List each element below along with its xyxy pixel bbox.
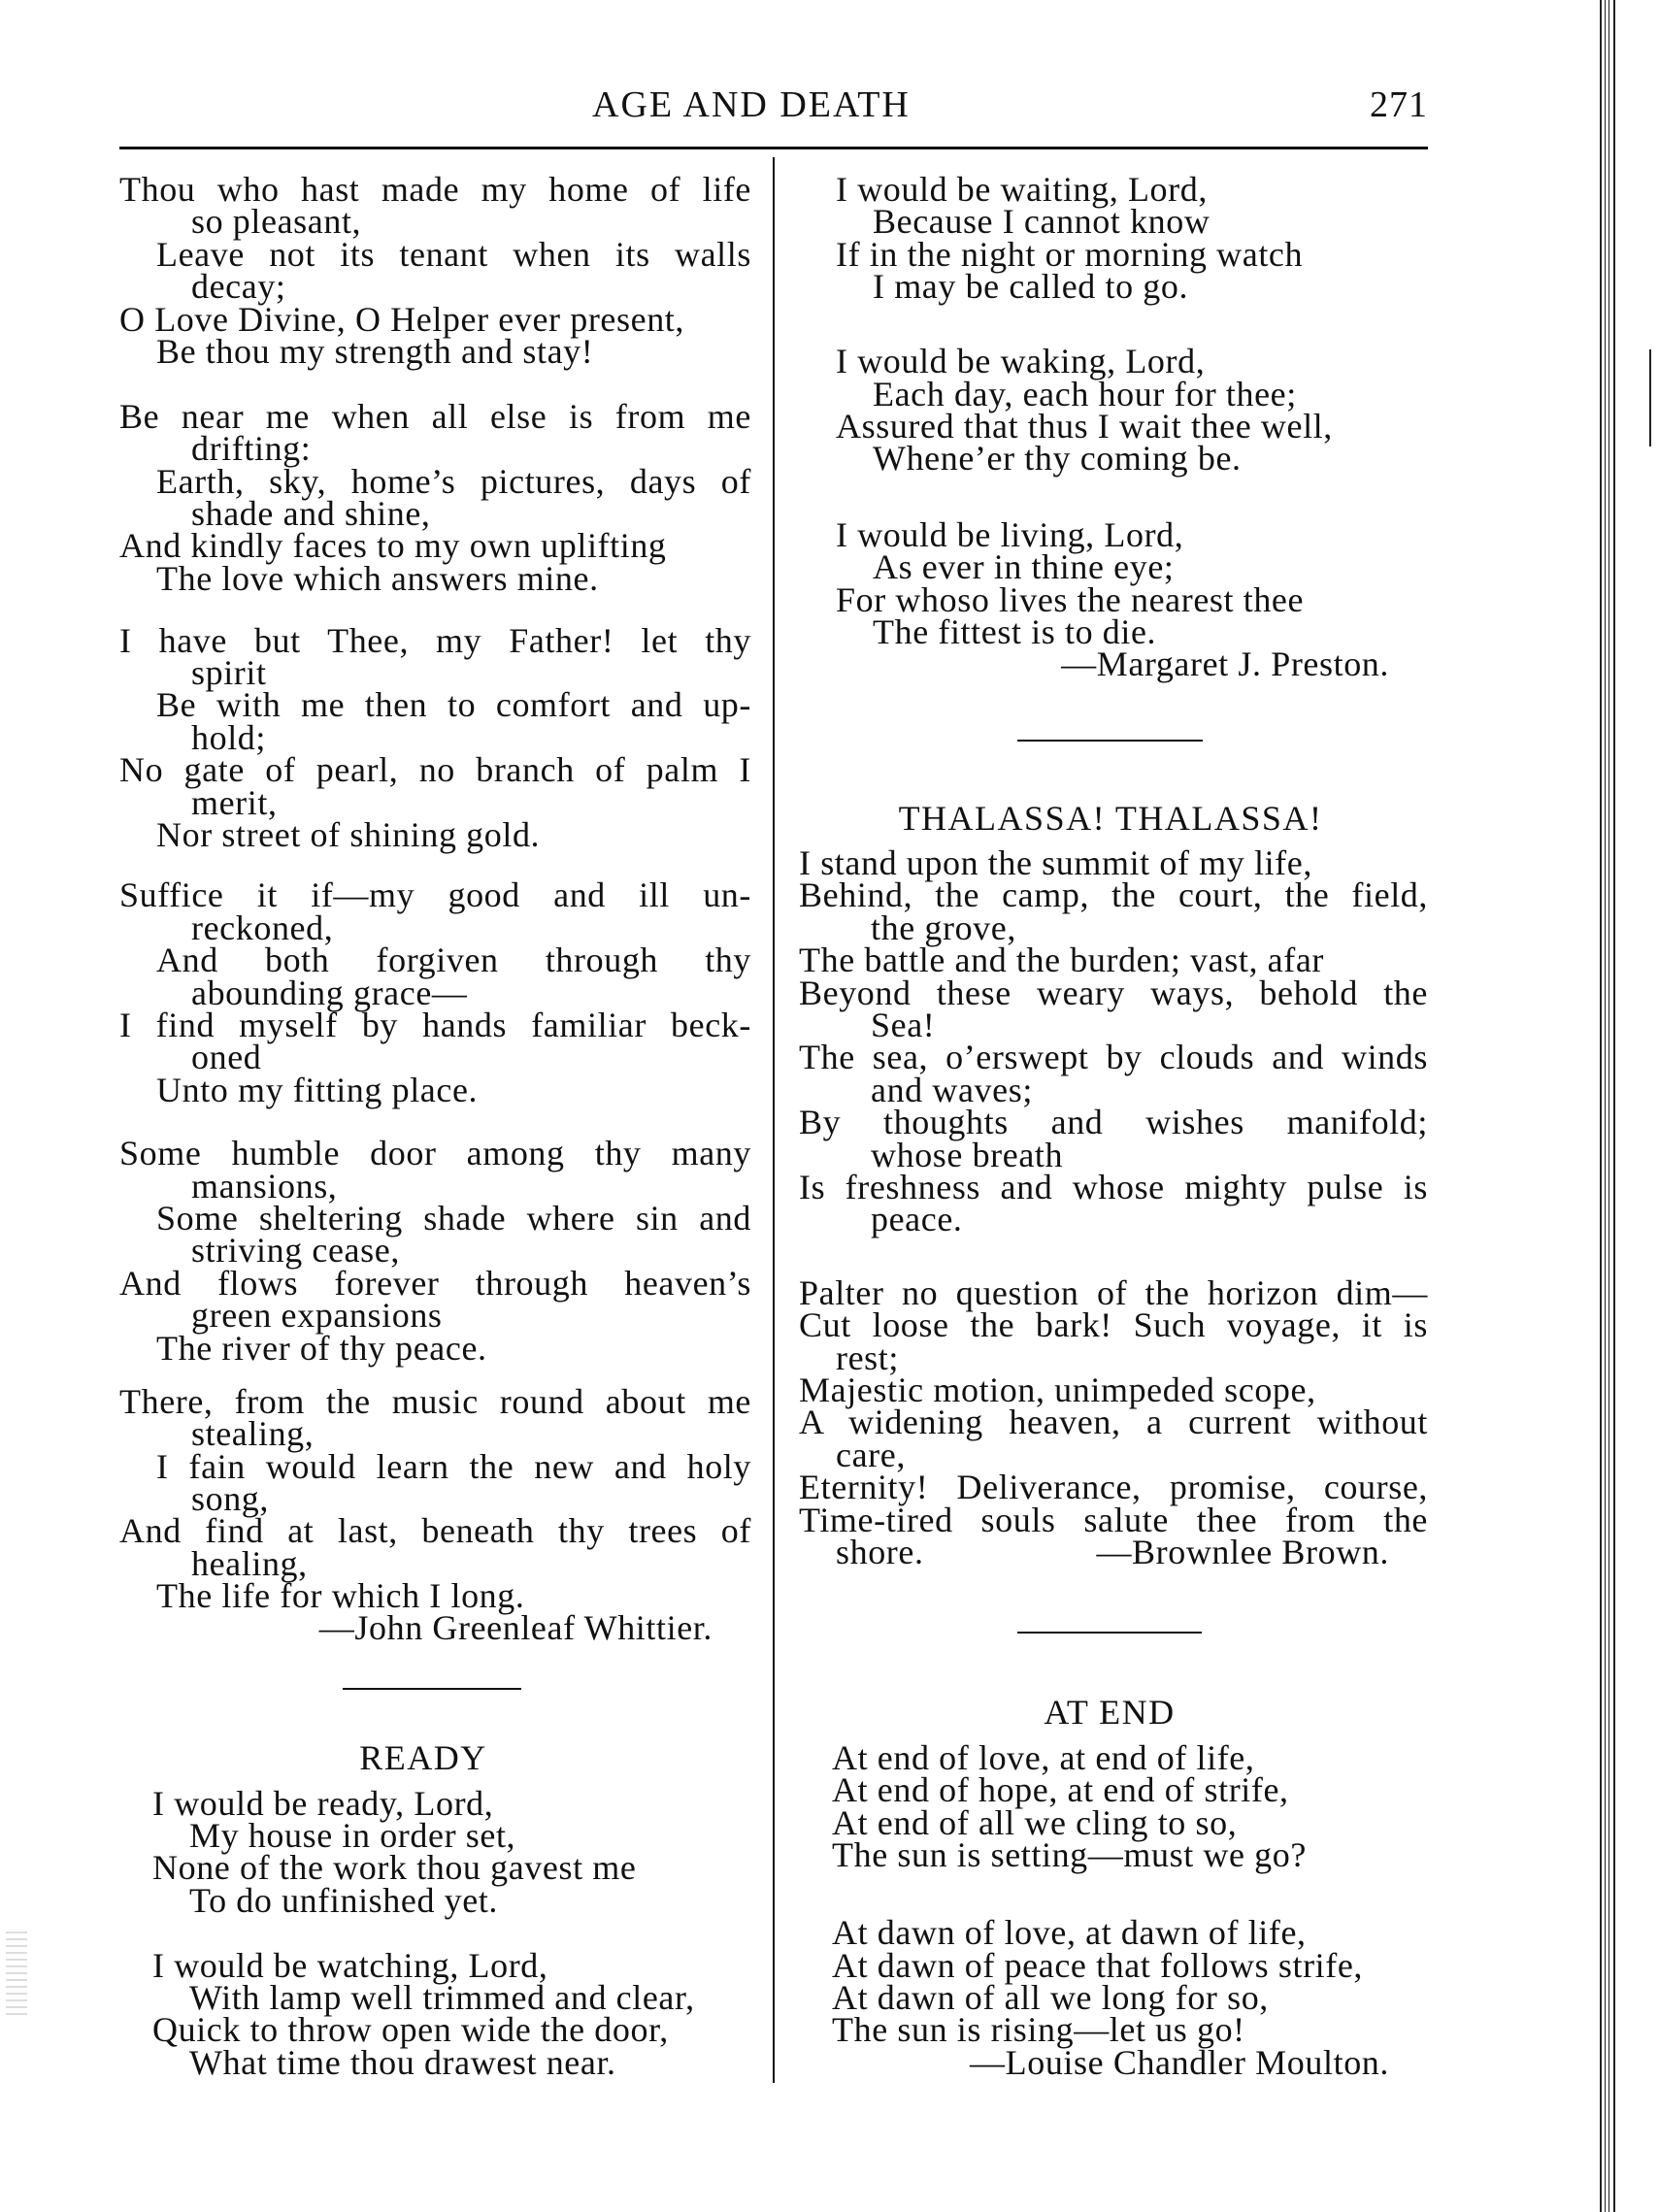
section-rule <box>1017 740 1203 742</box>
verse-text: decay; <box>191 267 286 307</box>
verse-line <box>836 342 1428 381</box>
verse-line <box>119 1263 751 1303</box>
binding-edge <box>1605 0 1606 2212</box>
verse-text: I would be waking, Lord, <box>836 342 1206 381</box>
verse-line <box>119 299 751 339</box>
verse-text: No gate of pearl, no branch of palm I <box>119 750 751 790</box>
verse-text: I may be called to go. <box>873 267 1189 307</box>
verse-text: song, <box>191 1478 270 1518</box>
verse-text: reckoned, <box>191 908 334 947</box>
verse-line <box>191 1543 751 1583</box>
verse-line <box>119 1006 751 1045</box>
verse-line <box>836 234 1428 274</box>
verse-line <box>191 1231 751 1271</box>
verse-line <box>119 1134 751 1173</box>
verse-text: Earth, sky, home’s pictures, days of <box>156 461 751 501</box>
verse-line <box>871 1135 1428 1174</box>
verse-text: I have but Thee, my Father! let thy <box>119 620 751 660</box>
verse-text: Palter no question of the horizon dim— <box>799 1272 1428 1312</box>
running-head: AGE AND DEATH <box>592 84 911 125</box>
binding-edge <box>1600 0 1602 2212</box>
verse-line <box>119 396 751 436</box>
verse-text: As ever in thine eye; <box>873 547 1175 587</box>
verse-line <box>799 1167 1428 1206</box>
verse-line <box>119 875 751 915</box>
attribution: —John Greenleaf Whittier. <box>318 1608 713 1648</box>
verse-line <box>189 1880 751 1920</box>
verse-text: Quick to throw open wide the door, <box>152 2010 669 2050</box>
verse-text: The love which answers mine. <box>156 558 599 598</box>
verse-line <box>832 1977 1428 2017</box>
verse-line <box>119 1511 751 1551</box>
stanza <box>836 514 1428 684</box>
verse-line <box>832 1738 1428 1778</box>
binding-edge <box>1608 0 1609 2212</box>
stanza <box>119 1381 751 1648</box>
verse-text: Sea! <box>871 1006 936 1045</box>
verse-line <box>191 973 751 1012</box>
verse-line <box>191 493 751 533</box>
section-rule <box>1017 1632 1202 1634</box>
verse-line <box>119 526 751 566</box>
verse-text: At dawn of love, at dawn of life, <box>832 1913 1307 1953</box>
verse-line <box>832 2010 1428 2050</box>
verse-text: And flows forever through heaven’s <box>119 1263 751 1303</box>
verse-line <box>873 202 1428 242</box>
verse-line <box>191 1296 751 1336</box>
verse-text: At end of love, at end of life, <box>832 1738 1255 1778</box>
verse-line <box>871 1200 1428 1239</box>
verse-line <box>836 1533 1428 1572</box>
verse-line <box>799 875 1428 915</box>
verse-text: Is freshness and whose mighty pulse is <box>799 1167 1428 1206</box>
verse-text: For whoso lives the nearest thee <box>836 579 1305 619</box>
verse-text: By thoughts and wishes manifold; <box>799 1103 1428 1142</box>
verse-line <box>191 1038 751 1077</box>
verse-line <box>832 1770 1428 1810</box>
verse-line <box>156 941 751 980</box>
verse-text: Some humble door among thy many <box>119 1134 751 1173</box>
verse-text: Assured that thus I wait thee well, <box>836 406 1333 446</box>
verse-text: and waves; <box>871 1070 1033 1109</box>
verse-line <box>152 2010 751 2050</box>
verse-line <box>119 1381 751 1421</box>
verse-line <box>836 1435 1428 1474</box>
verse-line <box>873 267 1428 307</box>
verse-line <box>189 2042 751 2082</box>
attribution: —Louise Chandler Moulton. <box>970 2042 1389 2082</box>
verse-text: At dawn of peace that follows strife, <box>832 1945 1364 1985</box>
verse-text: The battle and the burden; vast, afar <box>799 941 1324 980</box>
verse-line <box>152 1848 751 1888</box>
verse-text: spirit <box>191 653 267 693</box>
verse-line <box>191 782 751 822</box>
verse-line <box>836 170 1428 210</box>
verse-text: And kindly faces to my own uplifting <box>119 526 667 566</box>
verse-line <box>832 1802 1428 1842</box>
section-rule <box>343 1688 521 1690</box>
verse-text: stealing, <box>191 1414 315 1454</box>
verse-line <box>871 908 1428 947</box>
verse-line <box>799 1305 1428 1345</box>
verse-text: I find myself by hands familiar beck- <box>119 1006 751 1045</box>
binding-edge <box>1613 0 1615 2212</box>
verse-text: Eternity! Deliverance, promise, course, <box>799 1468 1428 1507</box>
verse-line <box>156 1328 751 1368</box>
stanza <box>119 875 751 1109</box>
verse-line <box>191 267 751 307</box>
attribution: —Margaret J. Preston. <box>1061 644 1389 684</box>
verse-text: oned <box>191 1038 262 1077</box>
verse-text: Be near me when all else is from me <box>119 396 751 436</box>
verse-text: To do unfinished yet. <box>189 1880 499 1920</box>
verse-line <box>799 843 1428 883</box>
stanza <box>119 1134 751 1368</box>
verse-text: Leave not its tenant when its walls <box>156 234 751 274</box>
verse-text: Be thou my strength and stay! <box>156 331 594 371</box>
verse-line <box>119 750 751 790</box>
verse-line <box>189 1977 751 2017</box>
verse-text: healing, <box>191 1543 308 1583</box>
verse-line <box>799 1103 1428 1142</box>
verse-text: abounding grace— <box>191 973 468 1012</box>
column-divider <box>773 157 775 2083</box>
verse-line <box>832 1913 1428 1953</box>
verse-text: I would be ready, Lord, <box>152 1783 494 1823</box>
verse-text: hold; <box>191 717 267 757</box>
verse-text: Thou who hast made my home of life <box>119 170 751 210</box>
verse-line <box>799 1038 1428 1077</box>
verse-text: The river of thy peace. <box>156 1328 487 1368</box>
attribution-row <box>836 644 1428 684</box>
verse-line <box>836 514 1428 554</box>
binding-edge <box>1649 349 1651 446</box>
stanza <box>799 843 1428 1239</box>
verse-line <box>873 611 1428 651</box>
verse-text: whose breath <box>871 1135 1064 1174</box>
verse-line <box>873 439 1428 479</box>
verse-line <box>799 1500 1428 1539</box>
attribution-row <box>119 1608 751 1648</box>
verse-line <box>156 1198 751 1238</box>
verse-text: And both forgiven through thy <box>156 941 751 980</box>
verse-text: I stand upon the summit of my life, <box>799 843 1312 883</box>
verse-text: Behind, the camp, the court, the field, <box>799 875 1428 915</box>
verse-text: My house in order set, <box>189 1815 516 1855</box>
verse-text: None of the work thou gavest me <box>152 1848 637 1888</box>
verse-text: And find at last, beneath thy trees of <box>119 1511 751 1551</box>
verse-text: The sun is rising—let us go! <box>832 2010 1245 2050</box>
verse-text: At end of all we cling to so, <box>832 1802 1238 1842</box>
verse-line <box>191 1166 751 1205</box>
verse-text: At end of hope, at end of strife, <box>832 1770 1289 1810</box>
verse-text: A widening heaven, a current without <box>799 1403 1428 1442</box>
verse-text: rest; <box>836 1337 899 1377</box>
verse-line <box>156 685 751 725</box>
verse-text: With lamp well trimmed and clear, <box>189 1977 695 2017</box>
stanza <box>836 170 1428 307</box>
verse-line <box>156 461 751 501</box>
verse-line <box>799 973 1428 1012</box>
verse-line <box>832 1945 1428 1985</box>
verse-text: The fittest is to die. <box>873 611 1157 651</box>
verse-text: striving cease, <box>191 1231 400 1271</box>
stanza <box>832 1913 1428 2082</box>
scan-specks <box>6 1931 27 2015</box>
verse-text: care, <box>836 1435 906 1474</box>
verse-line <box>799 1468 1428 1507</box>
poem-title-ready: READY <box>359 1738 487 1777</box>
verse-line <box>832 1835 1428 1875</box>
verse-text: I would be living, Lord, <box>836 514 1184 554</box>
verse-text: shade and shine, <box>191 493 431 533</box>
poem-title-thalassa: THALASSA! THALASSA! <box>898 799 1323 838</box>
verse-text: merit, <box>191 782 278 822</box>
verse-text: shore. <box>836 1533 924 1572</box>
verse-text: Whene’er thy coming be. <box>873 439 1242 479</box>
verse-text: There, from the music round about me <box>119 1381 751 1421</box>
verse-text: Be with me then to comfort and up- <box>156 685 751 725</box>
page-number: 271 <box>1370 84 1428 125</box>
verse-line <box>152 1945 751 1985</box>
header-rule <box>119 147 1428 149</box>
verse-line <box>191 653 751 693</box>
verse-text: At dawn of all we long for so, <box>832 1977 1269 2017</box>
stanza <box>119 396 751 598</box>
verse-text: The sea, o’erswept by clouds and winds <box>799 1038 1428 1077</box>
verse-text: Majestic motion, unimpeded scope, <box>799 1370 1316 1410</box>
verse-text: mansions, <box>191 1166 338 1205</box>
verse-line <box>191 1478 751 1518</box>
stanza <box>119 170 751 371</box>
verse-line <box>799 1370 1428 1410</box>
verse-line <box>156 234 751 274</box>
verse-text: Nor street of shining gold. <box>156 815 541 854</box>
verse-line <box>799 941 1428 980</box>
verse-line <box>799 1272 1428 1312</box>
verse-line <box>156 1446 751 1486</box>
verse-text: I fain would learn the new and holy <box>156 1446 751 1486</box>
verse-line <box>152 1783 751 1823</box>
verse-line <box>836 1337 1428 1377</box>
stanza <box>832 1738 1428 1875</box>
verse-line <box>871 1070 1428 1109</box>
verse-line <box>156 1576 751 1616</box>
verse-line <box>836 406 1428 446</box>
verse-line <box>191 908 751 947</box>
stanza <box>119 620 751 854</box>
verse-text: Each day, each hour for thee; <box>873 374 1297 413</box>
verse-line <box>156 815 751 854</box>
verse-text: Unto my fitting place. <box>156 1070 479 1109</box>
verse-line <box>156 1070 751 1109</box>
verse-line <box>873 547 1428 587</box>
verse-text: What time thou drawest near. <box>189 2042 616 2082</box>
verse-line <box>191 429 751 469</box>
stanza <box>836 342 1428 479</box>
verse-text: peace. <box>871 1200 963 1239</box>
verse-text: If in the night or morning watch <box>836 234 1304 274</box>
attribution-row <box>832 2042 1428 2082</box>
verse-text: I would be watching, Lord, <box>152 1945 548 1985</box>
verse-line <box>871 1006 1428 1045</box>
poem-title-at-end: AT END <box>1044 1693 1176 1732</box>
stanza <box>799 1272 1428 1572</box>
verse-text: I would be waiting, Lord, <box>836 170 1208 210</box>
verse-line <box>799 1403 1428 1442</box>
verse-line <box>119 170 751 210</box>
verse-text: Some sheltering shade where sin and <box>156 1198 751 1238</box>
verse-text: drifting: <box>191 429 312 469</box>
verse-text: Time-tired souls salute thee from the <box>799 1500 1428 1539</box>
verse-text: Beyond these weary ways, behold the <box>799 973 1428 1012</box>
verse-line <box>119 620 751 660</box>
verse-text: The sun is setting—must we go? <box>832 1835 1307 1875</box>
verse-line <box>156 331 751 371</box>
stanza <box>152 1783 751 1920</box>
verse-line <box>873 374 1428 413</box>
verse-text: Cut loose the bark! Such voyage, it is <box>799 1305 1428 1345</box>
attribution: —Brownlee Brown. <box>1096 1533 1389 1572</box>
verse-text: Because I cannot know <box>873 202 1210 242</box>
stanza <box>152 1945 751 2082</box>
verse-text: O Love Divine, O Helper ever present, <box>119 299 684 339</box>
verse-line <box>191 202 751 242</box>
verse-line <box>189 1815 751 1855</box>
verse-text: Suffice it if—my good and ill un- <box>119 875 751 915</box>
verse-line <box>836 579 1428 619</box>
verse-line <box>191 1414 751 1454</box>
verse-text: the grove, <box>871 908 1016 947</box>
verse-text: The life for which I long. <box>156 1576 525 1616</box>
verse-line <box>191 717 751 757</box>
verse-line <box>156 558 751 598</box>
verse-text: so pleasant, <box>191 202 362 242</box>
verse-text: green expansions <box>191 1296 443 1336</box>
